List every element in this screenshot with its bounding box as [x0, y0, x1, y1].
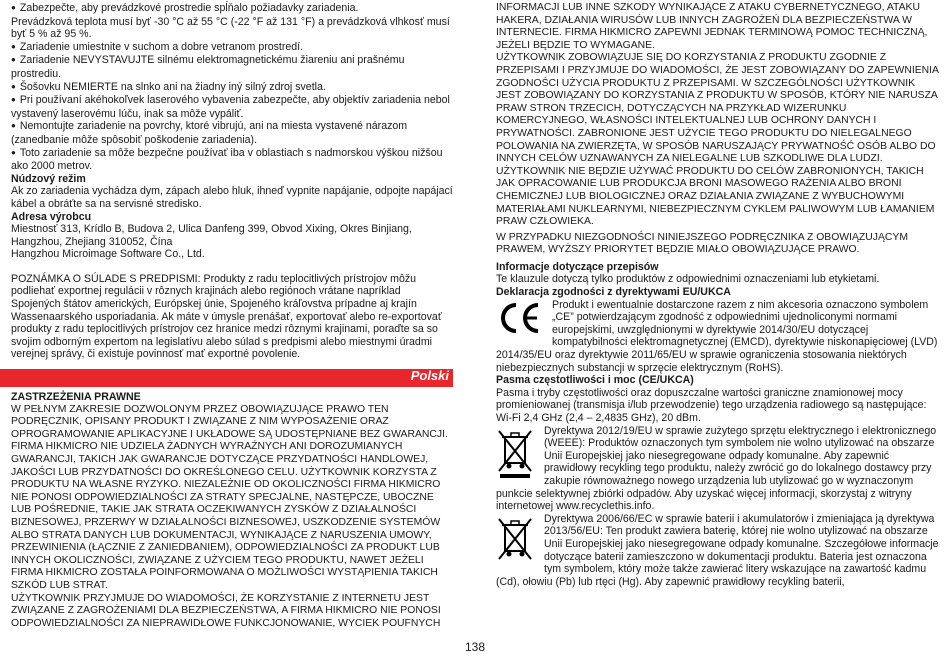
bullet-item: ● Zabezpečte, aby prevádzkové prostredie spĺňalo požiadavky zariadenia. [11, 2, 453, 16]
regulatory-heading: Informacje dotyczące przepisów [496, 260, 659, 273]
manufacturer-company: Hangzhou Microimage Software Co., Ltd. [11, 248, 205, 261]
left-column [11, 2, 453, 630]
bullet-item: ● Šošovku NEMIERTE na slnko ani na žiadny iný silný zdroj svetla. [11, 81, 453, 95]
battery-text: Dyrektywa 2006/66/EC w sprawie baterii i akumulatorów i zmieniająca ją dyrektywa 2013/56/EU: Ten produkt zawiera baterię, której nie wolno utylizować na obszarze Unii Europejskiej jako niesegregowane odpady komunalne. Szczegółowe informacje dotyczące baterii zamieszczono w dokumentacji produktu. Bateria jest oznaczona tym symbolem, który może także zawierać litery wskazujące na zawartość kadmu (Cd), ołowiu (Pb) lub rtęci (Hg). Aby zapewnić prawidłowy recykling baterii, [496, 512, 939, 588]
warning-text: W PEŁNYM ZAKRESIE DOZWOLONYM PRZEZ OBOWIĄZUJĄCE PRAWO TEN PODRĘCZNIK, OPISANY PRODUKT I ZWIĄZANE Z NIM WYPOSAŻENIE ORAZ OPROGRAMOWANIE APLIKACYJNE I UKŁADOWE SĄ UDOSTĘPNIANE BEZ GWARANCJI. FIRMA HIKMICRO NIE UDZIELA ŻADNYCH WYRAŹNYCH ANI DOROZUMIANYCH GWARANCJI, TAKICH JAK GWARANCJE DOTYCZĄCE PRZYDATNOŚCI HANDLOWEJ, JAKOŚCI LUB PRZYDATNOŚCI DO OKREŚLONEGO CELU. UŻYTKOWNIK KORZYSTA Z PRODUKTU NA WŁASNE RYZYKO. NIEZALEŻNIE OD OKOLICZNOŚCI FIRMA HIKMICRO NIE PONOSI ODPOWIEDZIALNOŚCI ZA STRATY SPECJALNE, NASTĘPCZE, UBOCZNE LUB POŚREDNIE, TAKIE JAK STRATA OCZEKIWANYCH ZYSKÓW Z DZIAŁALNOŚCI BIZNESOWEJ, PRZERWY W DZIAŁALNOŚCI BIZNESOWEJ, USZKODZENIE SYSTEMÓW ALBO STRATA DANYCH LUB DOKUMENTACJI, WYNIKAJĄCE Z NARUSZENIA UMOWY, PRZEWINIENIA (ŁĄCZNIE Z ZANIEDBANIEM), ODPOWIEDZIALNOŚCI ZA PRODUKT LUB INNYCH OKOLICZNOŚCI, ZWIĄZANE Z UŻYCIEM TEGO PRODUKTU, NAWET JEŻELI FIRMA HIKMICRO ZOSTAŁA POINFORMOWANA O MOŻLIWOŚCI WYSTĄPIENIA TAKICH SZKÓD LUB STRAT. [11, 403, 448, 591]
frequency-heading: Pasma częstotliwości i moc (CE/UKCA) [496, 374, 694, 387]
eu-block [496, 299, 940, 375]
frequency-text: Pasma i tryby częstotliwości oraz dopuszczalne wartości graniczne znamionowej mocy promieniowanej (transmisja i/lub przewodzenie) tego urządzenia radiowego są następujące: Wi-Fi 2,4 GHz (2,4 – 2,4835 GHz), 20 dBm. [496, 386, 927, 424]
caps-paragraph: INFORMACJI LUB INNE SZKODY WYNIKAJĄCE Z ATAKU CYBERNETYCZNEGO, ATAKU HAKERA, DZIAŁANIA WIRUSÓW LUB INNYCH ZAGROŻEŃ DLA BEZPIECZEŃSTWA W INTERNECIE. FIRMA HIKMICRO ZAPEWNI JEDNAK TERMINOWĄ POMOC TECHNICZNĄ, JEŻELI BĘDZIE TO WYMAGANE. [496, 2, 928, 51]
manufacturer-address: Miestnosť 313, Krídlo B, Budova 2, Ulica Danfeng 399, Obvod Xixing, Okres Binjiang, Hangzhou, Zhejiang 310052, Čína [11, 223, 412, 248]
eu-text: Produkt i ewentualnie dostarczone razem z nim akcesoria oznaczono symbolem „CE” potwierdzającym zgodność z odpowiednimi ujednoliconymi normami europejskimi, uwzględnionymi w dyrektywie 2014/30/EU dotyczącej kompatybilności elektromagnetycznej (EMCD), dyrektywie niskonapięciowej (LVD) 2014/35/EU oraz dyrektywie 2011/65/EU w sprawie ograniczenia stosowania niektórych niebezpiecznych substancji w sprzęcie elektrycznym (RoHS). [496, 298, 938, 374]
weee-text: Dyrektywa 2012/19/EU w sprawie zużytego sprzętu elektrycznego i elektronicznego (WEEE): Produktów oznaczonych tym symbolem nie wolno utylizować na obszarze Unii Europejskiej jako niesegregowane odpady komunalne. Aby zapewnić prawidłowy recykling tego produktu, należy zwrócić go do lokalnego dostawcy przy zakupie równoważnego nowego urządzenia lub utylizować go w wyznaczonym punkcie selektywnej zbiórki odpadów. Aby uzyskać więcej informacji, skorzystaj z witryny internetowej www.recyclethis.info. [496, 424, 937, 513]
crossed-bin-battery-icon [496, 515, 534, 563]
bullet-item: ● Zariadenie umiestnite v suchom a dobre vetranom prostredí. [11, 41, 453, 55]
emergency-text: Ak zo zariadenia vychádza dym, zápach alebo hluk, ihneď vypnite napájanie, odpojte napájací kábel a obráťte sa na servisné stredisko. [11, 185, 453, 210]
paragraph: Prevádzková teplota musí byť -30 °C až 55 °C (-22 °F až 131 °F) a prevádzková vlhkosť musí byť 5 % až 95 %. [11, 15, 450, 41]
emergency-heading: Núdzový režim [11, 172, 86, 185]
caps-paragraph: W PRZYPADKU NIEZGODNOŚCI NINIEJSZEGO PODRĘCZNIKA Z OBOWIĄZUJĄCYM PRAWEM, WYŻSZY PRIORYTET BĘDZIE MIAŁO OBOWIĄZUJĄCE PRAWO. [496, 231, 909, 256]
regulatory-text: Te klauzule dotyczą tylko produktów z odpowiednimi oznaczeniami lub etykietami. [496, 273, 880, 286]
internet-text: UŻYTKOWNIK PRZYJMUJE DO WIADOMOŚCI, ŻE KORZYSTANIE Z INTERNETU JEST ZWIĄZANE Z ZAGROŻENIAMI DLA BEZPIECZEŃSTWA, A FIRMA HIKMICRO NIE PONOSI ODPOWIEDZIALNOŚCI ZA NIEPRAWIDŁOWE FUNKCJONOWANIE, WYCIEK POUFNYCH [11, 592, 441, 629]
page-number: 138 [464, 640, 486, 654]
manufacturer-heading: Adresa výrobcu [11, 210, 92, 223]
bullet-item: ● Nemontujte zariadenie na povrchy, ktoré vibrujú, ani na miesta vystavené nárazom (zanedbanie môže spôsobiť poškodenie zariadenia). [11, 120, 453, 146]
right-column [496, 2, 940, 588]
compliance-note: POZNÁMKA O SÚLADE S PREDPISMI: Produkty z radu teplocitlivých prístrojov môžu podliehať exportnej regulácii v rôznych krajinách alebo regiónoch vrátane napríklad Spojených štátov amerických, Európskej únie, Spojeného kráľovstva prípadne aj krajín Wassenaarského usporiadania. Ak máte v úmysle prenášať, exportovať alebo re-exportovať produkty z radu teplocitlivých prístrojov cez hranice medzi rôznymi krajinami, poraďte sa so svojim odborným expertom na legislatívu alebo súlad s predpismi alebo miestnymi úradmi verejnej správy, či existuje povinnosť mať exportné povolenie. [11, 272, 442, 361]
bullet-item: ● Zariadenie NEVYSTAVUJTE silnému elektromagnetickému žiareniu ani prašnému prostrediu. [11, 54, 453, 80]
battery-block [496, 513, 940, 589]
warning-heading: ZASTRZEŻENIA PRAWNE [11, 391, 141, 404]
crossed-bin-icon [496, 427, 534, 479]
bullet-item: ● Pri používaní akéhokoľvek laserového vybavenia zabezpečte, aby objektív zariadenia nebol vystavený laserovému lúču, inak sa môže vypáliť. [11, 94, 453, 120]
caps-paragraph: UŻYTKOWNIK ZOBOWIĄZUJE SIĘ DO KORZYSTANIA Z PRODUKTU ZGODNIE Z PRZEPISAMI I PRZYJMUJE DO WIADOMOŚCI, ŻE JEST ZOBOWIĄZANY DO ZAPEWNIENIA ZGODNOŚCI UŻYCIA PRODUKTU Z PRZEPISAMI. W SZCZEGÓLNOŚCI UŻYTKOWNIK JEST ZOBOWIĄZANY DO KORZYSTANIA Z PRODUKTU W SPOSÓB, KTÓRY NIE NARUSZA PRAW STRON TRZECICH, DOTYCZĄCYCH NA PRZYKŁAD WIZERUNKU KOMERCYJNEGO, WŁASNOŚCI INTELEKTUALNEJ LUB OCHRONY DANYCH I PRYWATNOŚCI. ZABRONIONE JEST UŻYCIE TEGO PRODUKTU DO NIELEGALNEGO POLOWANIA NA ZWIERZĘTA, W SPOSÓB NARUSZAJĄCY PRYWATNOŚĆ OSÓB ALBO DO INNYCH CELÓW UZNAWANYCH ZA NIELEGALNE LUB SZKODLIWE DLA LUDZI. UŻYTKOWNIK NIE BĘDZIE UŻYWAĆ PRODUKTU DO CELÓW ZABRONIONYCH, TAKICH JAK OPRACOWANIE LUB PRODUKCJA BRONI MASOWEGO RAŻENIA ALBO BRONI CHEMICZNEJ LUB BIOLOGICZNEJ ORAZ DZIAŁANIA ZWIĄZANE Z WYBUCHOWYMI MATERIAŁAMI NUKLEARNYMI, NIEBEZPIECZNYM CYKLEM PALIWOWYM LUB ŁAMANIEM PRAW CZŁOWIEKA. [496, 52, 939, 228]
language-label: Polski [410, 368, 449, 384]
language-section-bar [0, 369, 453, 387]
bullet-item: ● Toto zariadenie sa môže bezpečne používať iba v oblastiach s nadmorskou výškou nižšou ako 2000 metrov. [11, 147, 453, 173]
weee-block [496, 425, 940, 513]
ce-mark-icon [496, 301, 542, 335]
eu-heading: Deklaracja zgodności z dyrektywami EU/UKCA [496, 286, 731, 299]
